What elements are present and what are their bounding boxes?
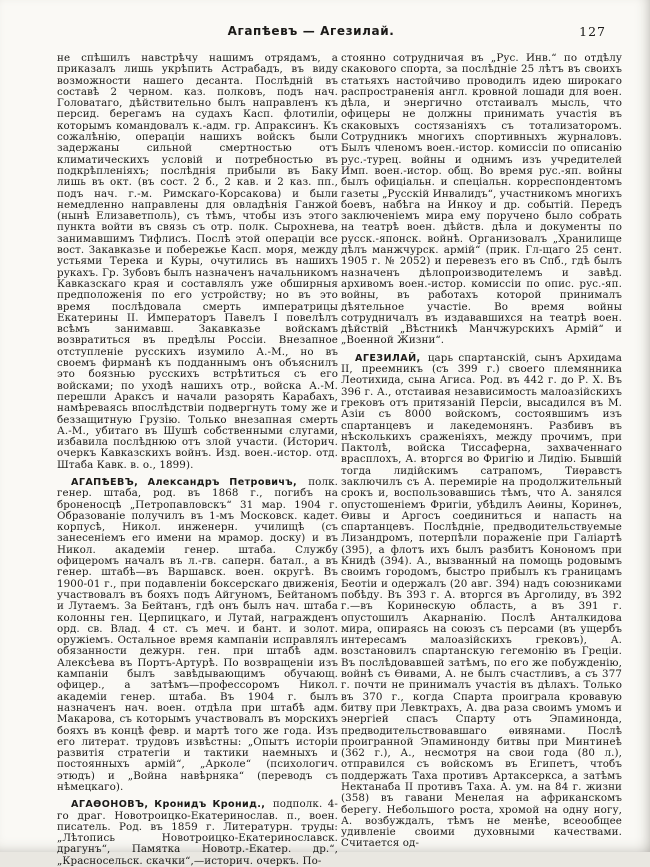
- body-text: полк. генер. штаба, род. въ 1868 г., погибъ на броненосцѣ „Петропавловскъ“ 31 мар. 1904 г. Образованіе получилъ въ 1-мъ Московск. кадет. корпусѣ, Никол. инженерн. училищѣ (съ занесеніемъ его имени на мрамор. доску) и въ Никол. академіи генер. штаба. Службу офицеромъ началъ въ л.-гв. саперн. батал., а въ генер. штабѣ—въ Варшавск. воен. округѣ. Въ 1900-01 г., при подавленіи боксерскаго движенія, участвовалъ въ бояхъ подъ Айгуномъ, Бейтаномъ и Лутаемъ. За Бейтанъ, гдѣ онъ былъ нач. штаба колонны ген. Церпицкаго, и Лутай, награжденъ орд. св. Влад. 4 ст. съ меч. и бант. и золот. оружіемъ. Остальное время кампаніи исправлялъ обязанности дежурн. ген. при штабѣ адм. Алексѣева въ Портъ-Артурѣ. По возвращеніи изъ кампаніи былъ завѣдывающимъ обучающ. офицер., а затѣмъ—профессоромъ Никол. академіи генер. штаба. Въ 1904 г. былъ назначенъ нач. воен. отдѣла при штабѣ адм. Макарова, съ которымъ участвовалъ въ морскихъ бояхъ въ концѣ февр. и мартѣ того же года. Изъ его литерат. трудовъ извѣстны: „Опытъ исторіи развитія стратегіи и тактики наемныхъ и постоянныхъ армій“, „Арколе“ (психологич. этюдъ) и „Война навѣрняка“ (переводъ съ нѣмецкаго).: [57, 475, 339, 793]
- running-head: [57, 24, 620, 40]
- body-text: царь спартанскій, сынъ Архидама II, преемникъ (съ 399 г.) своего племянника Леотихида, сына Агиса. Род. въ 442 г. до Р. Х. Въ 396 г. А., отстаивая независимость малоазійскихъ грековъ отъ притязаній Персіи, высадился въ М. Азіи съ 8000 войскомъ, состоявшимъ изъ спартанцевъ и лакедемонянъ. Разбивъ въ нѣсколькихъ сраженіяхъ, между прочимъ, при Пактолѣ, войска Тиссаферна, захваченнаго врасплохъ, А. вторгся во Фригію и Лидію. Бывшій тогда лидійскимъ сатрапомъ, Тиѳравстъ заключилъ съ А. перемиріе на продолжительный срокъ и, воспользовавшись тѣмъ, что А. занялся опустошеніемъ Фригіи, убѣдилъ Аѳины, Коринѳъ, Ѳивы и Аргосъ соединиться и напасть на спартанцевъ. Послѣдніе, предводительствуемые Лизандромъ, потерпѣли пораженіе при Галіартѣ (395), а флотъ ихъ былъ разбитъ Конономъ при Книдѣ (394). А., вызванный на помощь родовымъ своимъ городомъ, быстро прибылъ къ границамъ Беотіи и одержалъ (20 авг. 394) надъ союзниками побѣду. Въ 393 г. А. вторгся въ Арголиду, въ 392 г.—въ Коринѳскую область, а въ 391 г. опустошилъ Акарнанію. Послѣ Анталкидова мира, опираясь на союзъ съ персами (въ ущербъ интересамъ малоазійскихъ грековъ), А. возстановилъ спартанскую гегемонію въ Греціи. Въ послѣдовавшей затѣмъ, по его же побужденію, войнѣ съ Ѳивами, А. не былъ счастливъ, а съ 377 г. почти не принималъ участія въ дѣлахъ. Только въ 370 г., когда Спарта проиграла кровавую битву при Левктрахъ, А. два раза своимъ умомъ и энергіей спасъ Спарту отъ Эпаминонда, предводительствовавшаго ѳивянами. Послѣ проигранной Эпаминонду битвы при Минтинеѣ (362 г.), А., несмотря на свои года (80 л.), отправился съ войскомъ въ Египетъ, чтобъ поддержать Таха противъ Артаксеркса, а затѣмъ Нектанаба II противъ Таха. А. ум. на 84 г. жизни (358) въ гавани Менелая на африканскомъ берегу. Небольшого роста, хромой на одну ногу, А. возбуждалъ, тѣмъ не менѣе, всеообщее удивленіе своими духовными качествами. Считается од-: [341, 351, 622, 850]
- body-text: стоянно сотрудничая въ „Рус. Инв.“ по отдѣлу скакового спорта, за послѣдніе 25 лѣтъ въ своихъ статьяхъ настойчиво проводилъ идею широкаго распространенія англ. кровной лошади для воен. дѣла, и энергично отстаивалъ мысль, что офицеры не должны принимать участія въ скаковыхъ состязаніяхъ съ тотализаторомъ. Сотрудникъ многихъ спортивныхъ журналовъ. Былъ членомъ воен.-истор. комиссіи по описанію рус.-турец. войны и однимъ изъ учредителей Имп. воен.-истор. общ. Во время рус.-яп. войны былъ офиціальн. и спеціальн. корреспондентомъ газеты „Русскій Инвалидъ“, участникомъ многихъ боевъ, набѣга на Инкоу и др. событій. Передъ заключеніемъ мира ему поручено было собрать на театрѣ воен. дѣйств. дѣла и документы по русск.-японск. войнѣ. Организовалъ „Хранилище дѣлъ манжчурск. армій“ (прик. Гл-щаго 25 сент. 1905 г. № 2052) и перевезъ его въ Спб., гдѣ былъ назначенъ дѣлопроизводителемъ и завѣд. архивомъ воен.-истор. комиссіи по опис. рус.-яп. войны, въ работахъ которой принималъ дѣятельное участіе. Во время войны сотрудничалъ въ издававшихся на театрѣ воен. дѣйствій „Вѣстникѣ Манчжурскихъ Армій“ и „Военной Жизни“.: [341, 52, 622, 347]
- entry-headword: АГАПѢЕВЪ, Александръ Петровичъ,: [71, 476, 298, 488]
- body-text: подполк. 4-го драг. Новотроицко-Екатеринослав. п., воен. писатель. Род. въ 1859 г. Литературн. труды: „Лѣтопись Новотроицко-Екатеринославск. драгунъ“, Памятка Новотр.-Екатер. др.“, „Красносельск. скачки“,—историч. очеркъ. По-: [57, 798, 339, 867]
- page-title: Агапѣевъ — Агезилай.: [227, 24, 395, 38]
- right-column: [341, 53, 622, 849]
- entry-headword: АГАѲОНОВЪ, Кронидъ Кронид.,: [71, 799, 266, 811]
- entry-agezilay: [341, 353, 622, 850]
- entry-agafonov-continuation: [341, 53, 622, 347]
- left-column: [57, 52, 339, 867]
- entry-agapeev: [57, 477, 338, 793]
- article-continuation-aga-mohammed: [57, 53, 338, 471]
- body-text: не спѣшилъ навстрѣчу нашимъ отрядамъ, а приказалъ лишь укрѣпить Астрабадъ, въ виду возможности нашего десанта. Послѣдній въ составѣ 2 черном. каз. полковъ, подъ нач. Головатаго, дѣйствительно былъ направленъ къ персид. берегамъ на судахъ Касп. флотиліи, которымъ командовалъ к.-адм. гр. Апраксинъ. Къ сожалѣнію, операціи нашихъ войскъ были задержаны сильной смертностью отъ климатическихъ условій и потребностью въ подкрѣпленіяхъ; послѣднія прибыли въ Баку лишь въ окт. (въ сост. 2 б., 2 кав. и 2 каз. пп., подъ нач. г.-м. Римскаго-Корсакова) и были немедленно направлены для овладѣнія Ганжой (нынѣ Елизаветполь), съ тѣмъ, чтобы изъ этого пункта войти въ связь съ отр. полк. Сырохнева, занимавшимъ Тифлисъ. Послѣ этой операціи все вост. Закавказье и побережье Касп. моря, между устьями Терека и Куры, очутились въ нашихъ рукахъ. Гр. Зубовъ былъ назначенъ начальникомъ Кавказскаго края и составлялъ уже обширныя предположенія по его устройству; но въ это время послѣдовала смерть императрицы Екатерины II. Императоръ Павелъ I повелѣлъ всѣмъ занимавш. Закавказье войскамъ возвратиться въ предѣлы Россіи. Внезапное отступленіе русскихъ изумило А.-М., но въ своемъ фирманѣ къ подданнымъ онъ объяснилъ это боязнью русскихъ встрѣтиться съ его войсками; по уходѣ нашихъ отр., войска А.-М. перешли Араксъ и начали разорять Карабахъ, намѣреваясь впослѣдствіи подвергнуть тому же и беззащитную Грузію. Только внезапная смерть А.-М., убитаго въ Шушѣ собственными слугами, избавила послѣднюю отъ злой участи. (Историч. очеркъ Кавказскихъ войнъ. Изд. воен.-истор. отд. Штаба Кавк. в. о., 1899).: [57, 52, 338, 471]
- entry-agafonov: [57, 799, 338, 867]
- page-number: 127: [579, 24, 606, 39]
- entry-headword: АГЕЗИЛАЙ,: [355, 352, 421, 364]
